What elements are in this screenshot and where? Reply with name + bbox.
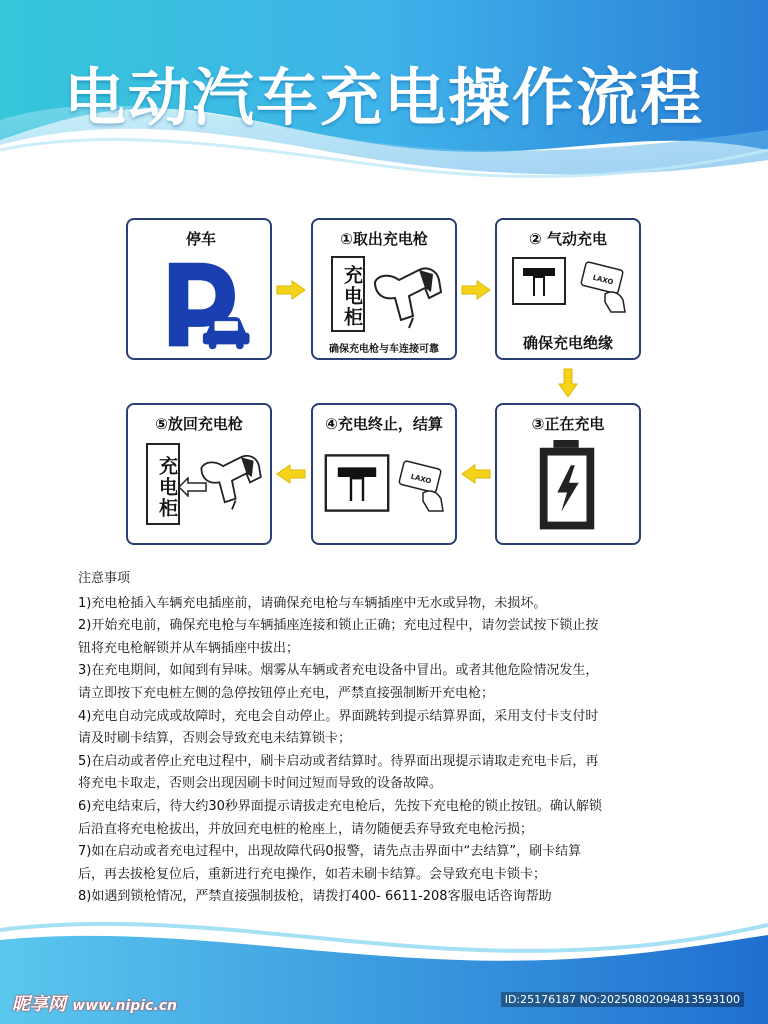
step-card-return-gun [126, 403, 272, 545]
note-line: 钮将充电枪解锁并从车辆插座中拔出； [78, 640, 300, 656]
step-caption: 确保充电枪与车连接可靠 [329, 344, 439, 355]
image-id-label: ID:25176187 NO:20250802094813593100 [501, 992, 744, 1007]
note-line: 后，再去拔枪复位后，重新进行充电操作，如若未刷卡结算。会导致充电卡锁卡； [78, 866, 547, 882]
step-title: ④充电终止，结算 [325, 415, 443, 433]
note-line: 后沿直将充电枪拔出，并放回充电桩的枪座上，请勿随便丢弃导致充电枪污损； [78, 821, 534, 837]
logo-text: 昵享网 [12, 994, 66, 1015]
parking-icon [128, 220, 270, 358]
watermark-logo [12, 990, 177, 1016]
step-title: ①取出充电枪 [340, 230, 428, 248]
card-reader-icon [323, 453, 391, 513]
card-brand-text: LAXO [409, 472, 433, 486]
card-reader-icon [511, 256, 567, 306]
step-title: ② 气动充电 [529, 230, 607, 248]
step-card-parking [126, 218, 272, 360]
charging-gun-icon [369, 252, 449, 332]
step-caption: 确保充电绝缘 [522, 334, 613, 352]
note-line: 1)充电枪插入车辆充电插座前，请确保充电枪与车辆插座中无水或异物，未损坏。 [78, 595, 547, 611]
charging-cabinet: 充电柜 [146, 443, 180, 525]
note-line: 3)在充电期间，如闻到有异味。烟雾从车辆或者充电设备中冒出。或者其他危险情况发生， [78, 663, 599, 679]
flow-arrow-right-icon [276, 280, 306, 300]
step-title: ③正在充电 [531, 415, 605, 433]
note-line: 请及时刷卡结算，否则会导致充电未结算锁卡； [78, 731, 352, 747]
step-title: 停车 [186, 230, 217, 248]
step-card-settle [311, 403, 457, 545]
flow-arrow-right-icon [461, 280, 491, 300]
payment-card-icon [393, 457, 449, 513]
flow-arrow-left-icon [461, 464, 491, 484]
note-line: 4)充电自动完成或故障时，充电会自动停止。界面跳转到提示结算界面，采用支付卡支付时 [78, 708, 599, 724]
note-line: 6)充电结束后，待大约30秒界面提示请拔走充电枪后，先按下充电枪的锁止按钮。确认解锁 [78, 798, 602, 814]
note-line: 5)在启动或者停止充电过程中，刷卡启动或者结算时。待界面出现提示请取走充电卡后，再 [78, 753, 599, 769]
charging-cabinet: 充电柜 [331, 256, 365, 332]
flow-arrow-down-icon [558, 368, 578, 398]
card-brand-text: LAXO [591, 273, 615, 287]
charging-gun-icon [196, 441, 268, 513]
notes-heading: 注意事项 [78, 571, 131, 586]
note-line: 7)如在启动或者充电过程中，出现故障代码0报警，请先点击界面中“去结算”，刷卡结算 [78, 844, 582, 860]
page-title: 电动汽车充电操作流程 [63, 61, 704, 134]
note-line: 将充电卡取走，否则会出现因刷卡时间过短而导致的设备故障。 [78, 776, 443, 792]
logo-url: www.nipic.cn [72, 998, 177, 1014]
note-line: 8)如遇到锁枪情况，严禁直接强制拔枪，请拨打400- 6611-208客服电话咨询帮助 [78, 889, 552, 905]
flow-arrow-left-icon [276, 464, 306, 484]
payment-card-icon [575, 258, 631, 314]
battery-charging-icon [497, 405, 639, 543]
step-card-charging [495, 403, 641, 545]
step-card-take-gun [311, 218, 457, 360]
note-line: 2)开始充电前，确保充电枪与车辆插座连接和锁止正确；充电过程中，请勿尝试按下锁止按 [78, 618, 599, 634]
notes-section [78, 568, 698, 909]
step-title: ⑤放回充电枪 [155, 415, 243, 433]
note-line: 请立即按下充电桩左侧的急停按钮停止充电，严禁直接强制断开充电枪； [78, 685, 495, 701]
step-card-start-charging [495, 218, 641, 360]
